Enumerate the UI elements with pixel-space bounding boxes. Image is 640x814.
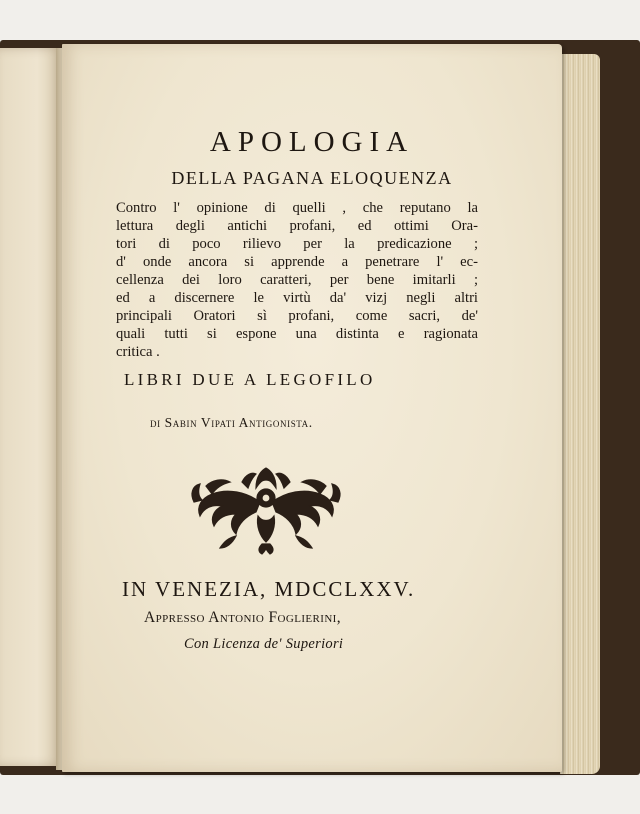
description-line: d' onde ancora si apprende a penetrare l' ec-: [116, 254, 478, 270]
author-line: di Sabin Vipati Antigonista.: [150, 415, 313, 430]
books-line: LIBRI DUE A LEGOFILO: [124, 370, 376, 389]
book-title: APOLOGIA: [209, 126, 415, 158]
description-line: tori di poco rilievo per la predicazione ;: [116, 236, 478, 252]
description-line: principali Oratori sì profani, come sacri, de': [116, 308, 478, 324]
description-line: Contro l' opinione di quelli , che reputano la: [116, 200, 478, 216]
imprint-license: Con Licenza de' Superiori: [184, 636, 344, 652]
book-subtitle: DELLA PAGANA ELOQUENZA: [171, 168, 453, 188]
left-page: [0, 48, 62, 766]
imprint-printer: Appresso Antonio Foglierini,: [144, 609, 342, 626]
description-line: quali tutti si espone una distinta e ragionata: [116, 326, 478, 342]
page-stack-edge: [560, 54, 600, 774]
imprint-place: IN VENEZIA, MDCCLXXV.: [122, 577, 416, 601]
description-line: critica .: [116, 344, 160, 360]
description-line: lettura degli antichi profani, ed ottimi Ora-: [116, 218, 478, 234]
description-line: cellenza dei loro caratteri, per bene imitarli ;: [116, 272, 478, 288]
floral-vignette-icon: [186, 464, 346, 556]
description-line: ed a discernere le virtù da' vizj negli altri: [116, 290, 478, 306]
title-page: [62, 44, 562, 772]
